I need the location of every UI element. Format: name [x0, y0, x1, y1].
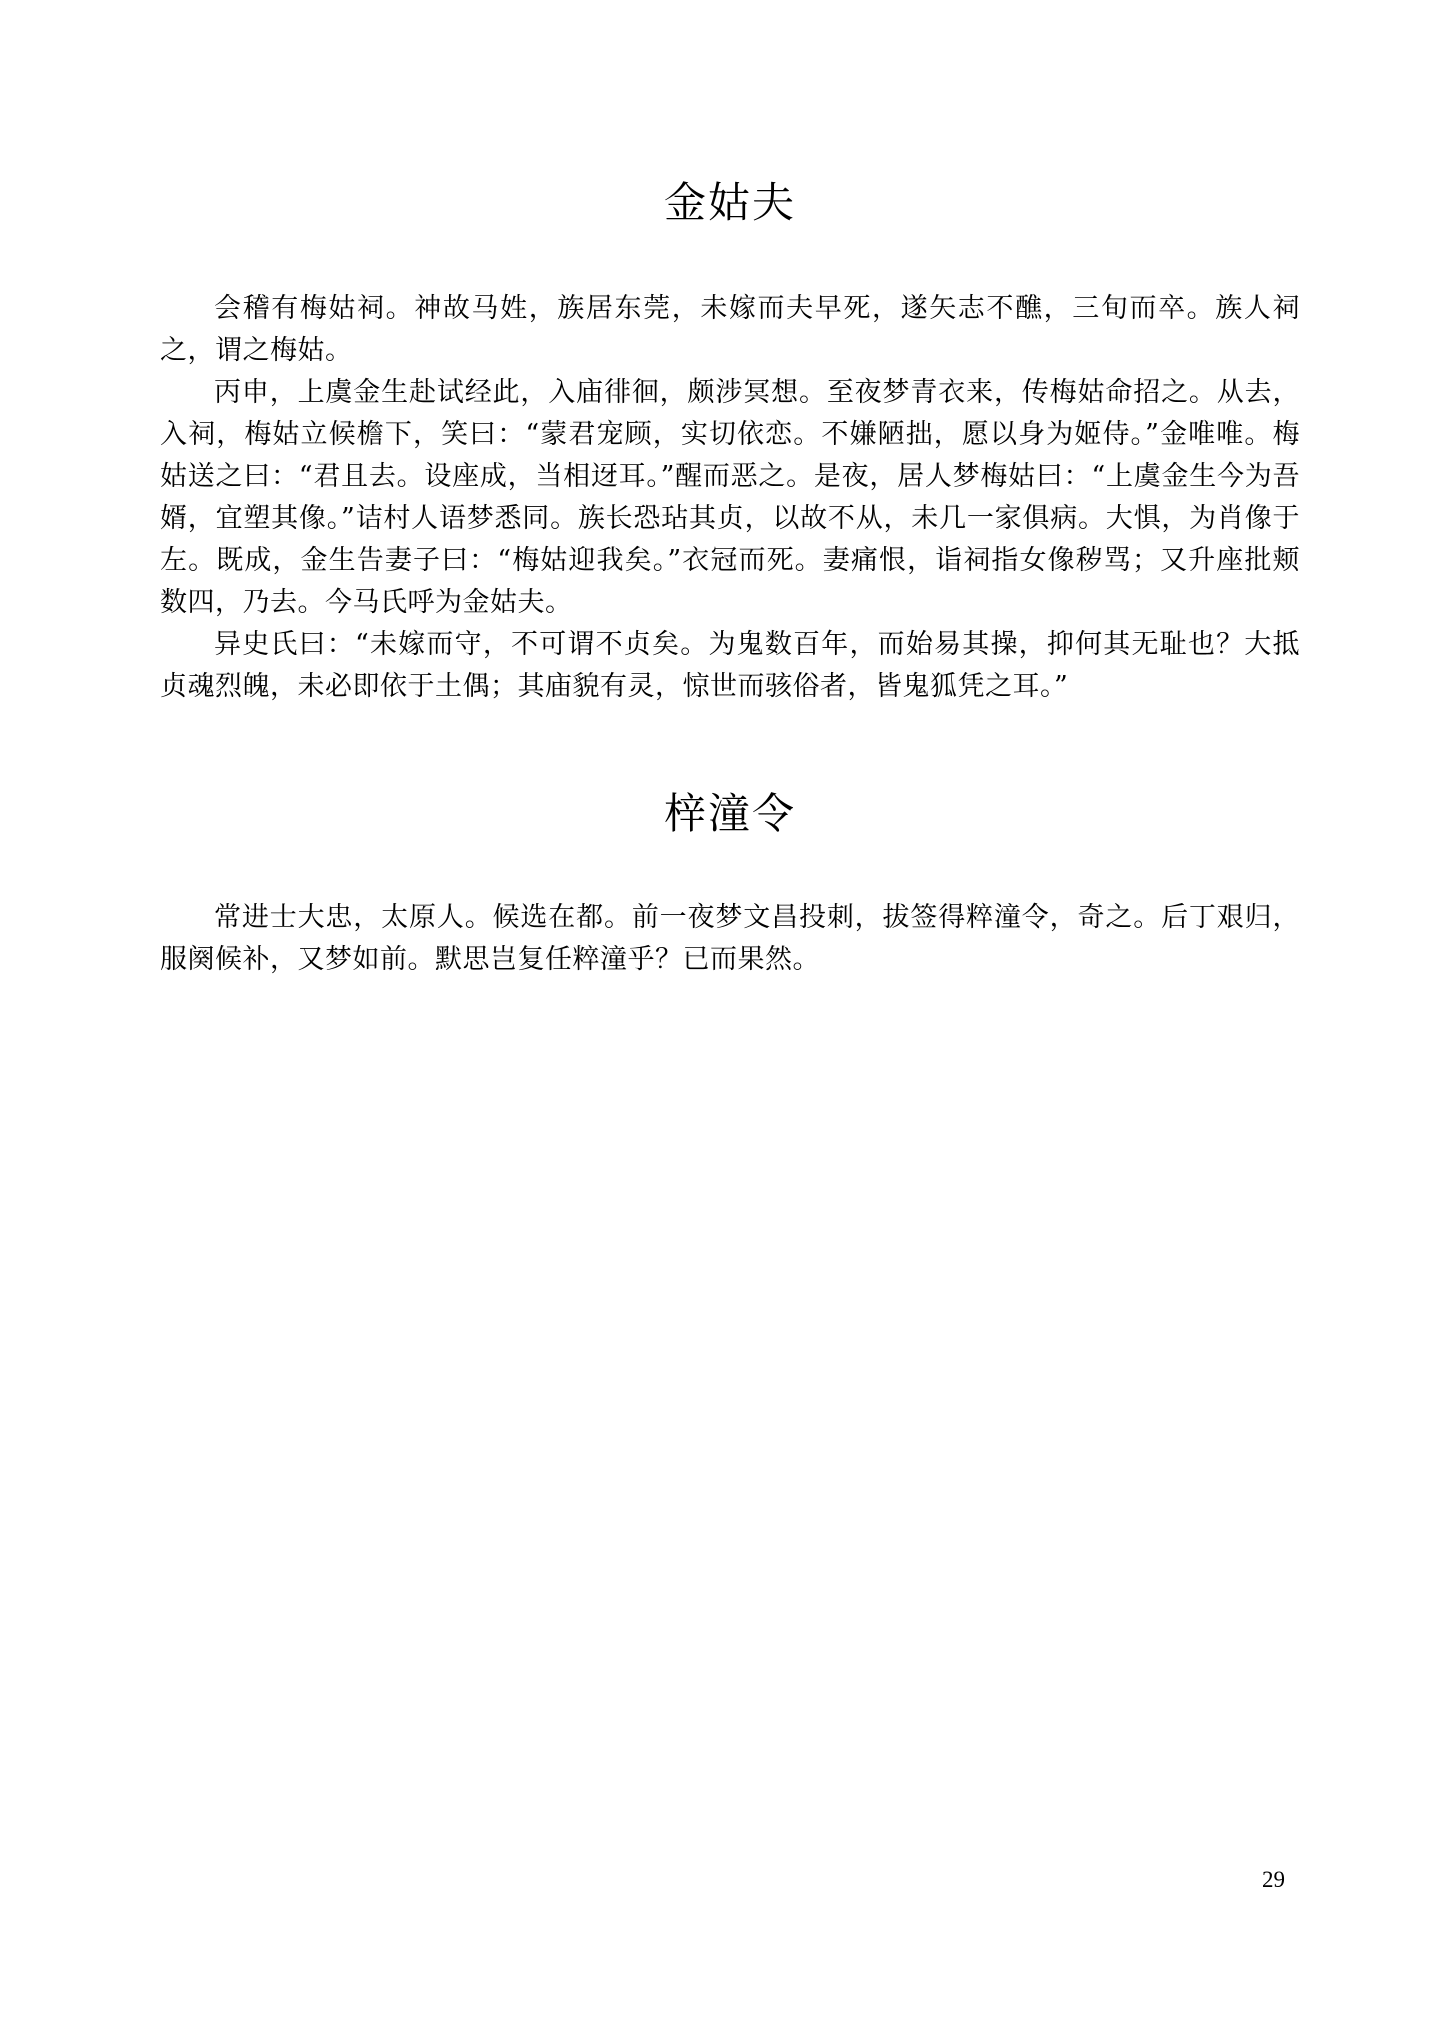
chapter-body-jin-gu-fu — [160, 288, 1300, 708]
chapter-body-zi-tong-ling — [160, 897, 1300, 981]
chapter-title-jin-gu-fu: 金姑夫 — [663, 178, 796, 227]
paragraph: 异史氏曰：“未嫁而守，不可谓不贞矣。为鬼数百年，而始易其操，抑何其无耻也？大抵贞魂烈魄，未必即依于土偶；其庙貌有灵，惊世而骇俗者，皆鬼狐凭之耳。” — [160, 629, 1300, 702]
page-number: 29 — [1262, 1867, 1285, 1892]
paragraph: 丙申，上虞金生赴试经此，入庙徘徊，颇涉冥想。至夜梦青衣来，传梅姑命招之。从去，入祠，梅姑立候檐下，笑曰：“蒙君宠顾，实切依恋。不嫌陋拙，愿以身为姬侍。”金唯唯。梅姑送之曰：“君且去。设座成，当相迓耳。”醒而恶之。是夜，居人梦梅姑曰：“上虞金生今为吾婿，宜塑其像。”诘村人语梦悉同。族长恐玷其贞，以故不从，未几一家俱病。大惧，为肖像于左。既成，金生告妻子曰：“梅姑迎我矣。”衣冠而死。妻痛恨，诣祠指女像秽骂；又升座批颊数四，乃去。今马氏呼为金姑夫。 — [160, 377, 1300, 618]
chapter-title-zi-tong-ling: 梓潼令 — [663, 789, 796, 838]
paragraph: 常进士大忠，太原人。候选在都。前一夜梦文昌投刺，拔签得粹潼令，奇之。后丁艰归，服阕候补，又梦如前。默思岂复任粹潼乎？已而果然。 — [160, 902, 1300, 975]
paragraph: 会稽有梅姑祠。神故马姓，族居东莞，未嫁而夫早死，遂矢志不醮，三旬而卒。族人祠之，谓之梅姑。 — [160, 293, 1300, 366]
